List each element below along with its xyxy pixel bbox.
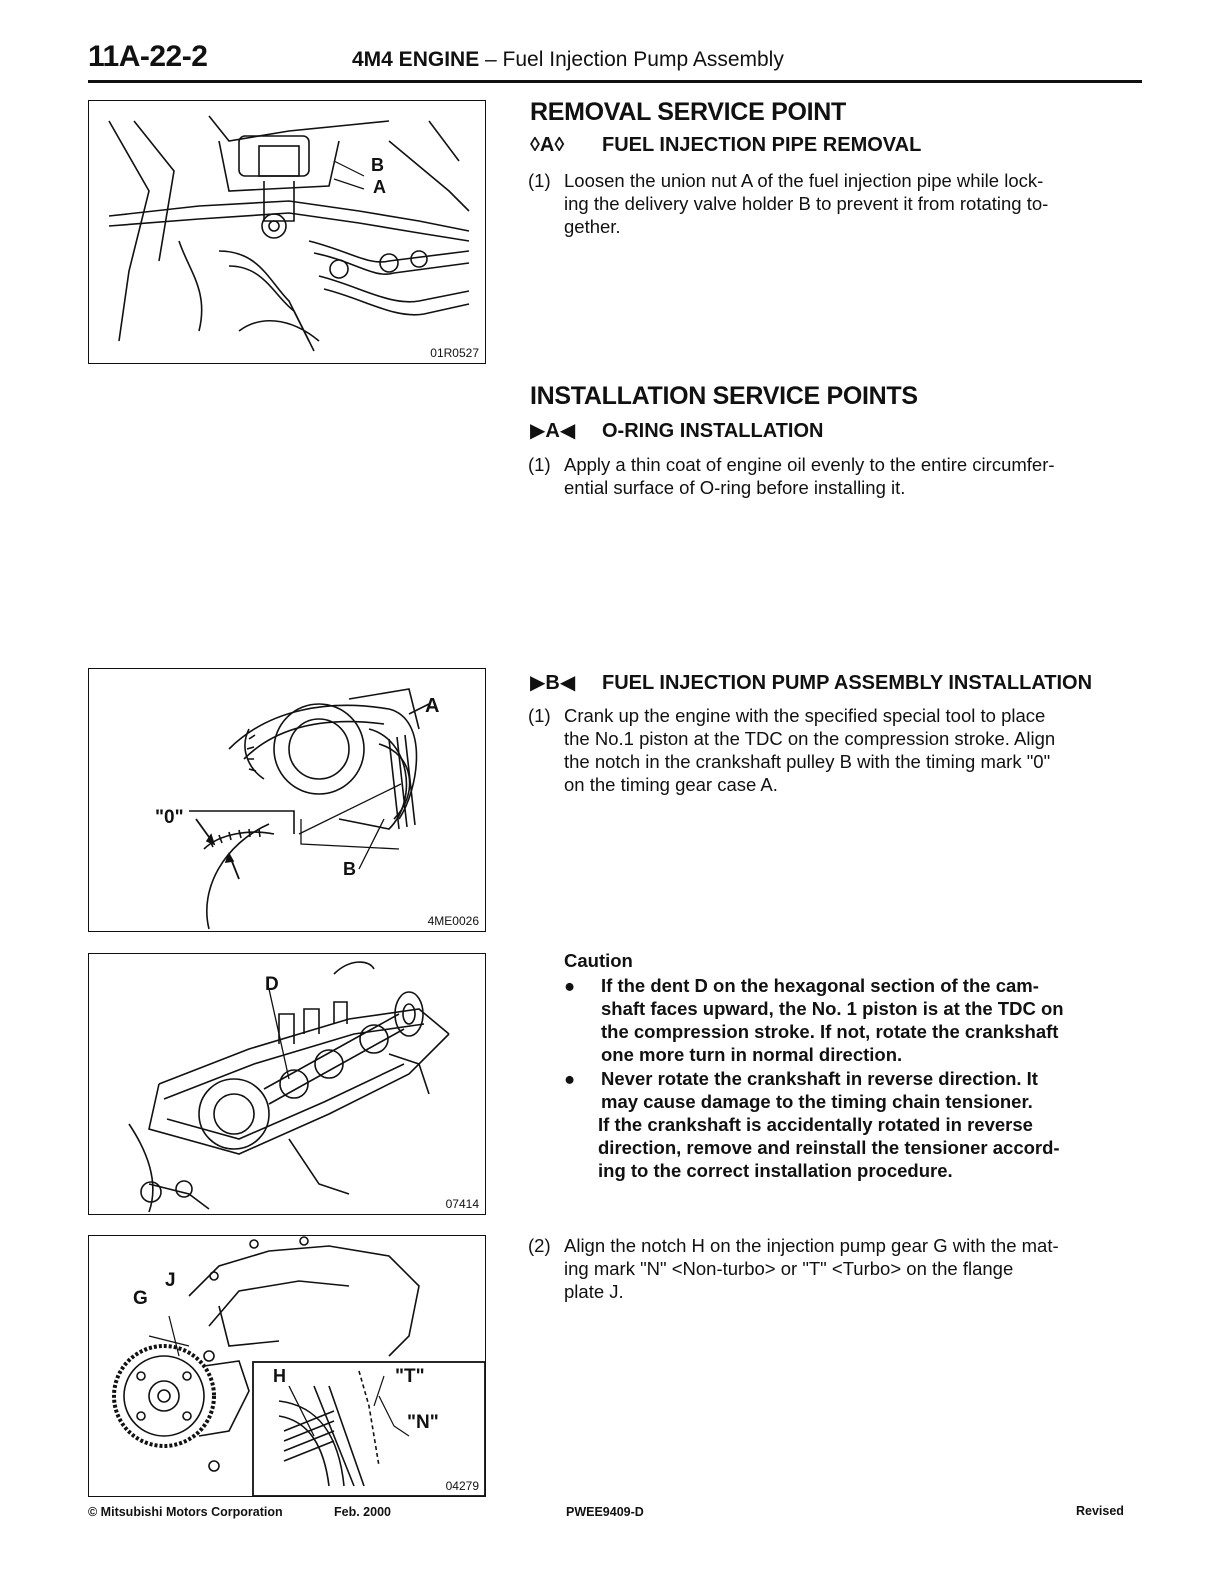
oring-symbol-icon: ▶A◀ <box>530 420 576 442</box>
caution-note-line: direction, remove and reinstall the tensioner accord- <box>598 1137 1060 1158</box>
caution-line: one more turn in normal direction. <box>601 1044 903 1065</box>
pump-subheading <box>530 670 1092 695</box>
caution-line: Never rotate the crankshaft in reverse direction. It <box>601 1068 1038 1089</box>
header-rule <box>88 80 1142 83</box>
fig1-label-a: A <box>373 177 386 197</box>
fig1-label-b: B <box>371 155 384 175</box>
fig2-label-a: A <box>425 695 440 717</box>
footer-date: Feb. 2000 <box>334 1505 391 1519</box>
fig4-label-g: G <box>133 1288 148 1309</box>
step-line: ential surface of O-ring before installing it. <box>564 477 906 498</box>
figure-fuel-injection-pipe <box>88 100 486 364</box>
step-number: (1) <box>528 705 551 726</box>
step-line: plate J. <box>564 1281 624 1302</box>
installation-heading: INSTALLATION SERVICE POINTS <box>530 382 918 410</box>
caution-line: may cause damage to the timing chain tensioner. <box>601 1091 1033 1112</box>
fig4-label-n: "N" <box>407 1412 439 1433</box>
oring-subheading <box>530 418 823 443</box>
pump-symbol-icon: ▶B◀ <box>530 672 576 694</box>
caution-line: the compression stroke. If not, rotate the crankshaft <box>601 1021 1059 1042</box>
fig4-label-h: H <box>273 1366 286 1386</box>
removal-subheading <box>530 134 921 157</box>
section-title-topic: – Fuel Injection Pump Assembly <box>479 48 784 71</box>
step-number: (1) <box>528 454 551 475</box>
figure-code: 4ME0026 <box>427 914 479 928</box>
step-line: Loosen the union nut A of the fuel injection pipe while lock- <box>564 170 1044 191</box>
pump-step-1 <box>528 704 1148 796</box>
figure-code: 04279 <box>445 1479 479 1493</box>
figure-timing-mark <box>88 668 486 932</box>
figure-code: 01R0527 <box>430 346 479 360</box>
caution-line: shaft faces upward, the No. 1 piston is at the TDC on <box>601 998 1064 1019</box>
fig2-label-b: B <box>343 859 356 879</box>
figure-camshaft-dent <box>88 953 486 1215</box>
step-line: Align the notch H on the injection pump gear G with the mat- <box>564 1235 1059 1256</box>
step-line: on the timing gear case A. <box>564 774 778 795</box>
step-line: ing the delivery valve holder B to prevent it from rotating to- <box>564 193 1049 214</box>
footer-copyright: © Mitsubishi Motors Corporation <box>88 1505 283 1519</box>
fuel-injection-pipe-illustration <box>89 101 485 363</box>
pump-subheading-text: FUEL INJECTION PUMP ASSEMBLY INSTALLATION <box>602 672 1093 694</box>
pump-step-2 <box>528 1234 1148 1303</box>
caution-note-line: If the crankshaft is accidentally rotated in reverse <box>598 1114 1033 1135</box>
removal-symbol-icon: ◊A◊ <box>530 134 565 156</box>
fig3-label-d: D <box>265 974 279 995</box>
caution-note-line: ing to the correct installation procedure. <box>598 1160 953 1181</box>
oring-subheading-text: O-RING INSTALLATION <box>602 420 824 442</box>
step-line: Crank up the engine with the specified special tool to place <box>564 705 1046 726</box>
step-line: gether. <box>564 216 621 237</box>
page-number: 11A-22-2 <box>88 40 208 73</box>
fig4-label-t: "T" <box>395 1366 425 1387</box>
fig4-label-j: J <box>165 1270 176 1291</box>
step-line: the No.1 piston at the TDC on the compression stroke. Align <box>564 728 1056 749</box>
caution-note <box>598 1113 1148 1182</box>
caution-item-1 <box>564 974 1144 1066</box>
step-number: (1) <box>528 170 551 191</box>
figure-pump-gear-alignment <box>88 1235 486 1497</box>
figure-code: 07414 <box>445 1197 479 1211</box>
step-number: (2) <box>528 1235 551 1256</box>
camshaft-dent-illustration <box>89 954 485 1214</box>
step-line: ing mark "N" <Non-turbo> or "T" <Turbo> on the flange <box>564 1258 1014 1279</box>
pump-gear-alignment-illustration <box>89 1236 485 1496</box>
fig2-label-zero-mark: "0" <box>155 807 184 828</box>
removal-subheading-text: FUEL INJECTION PIPE REMOVAL <box>602 134 922 156</box>
bullet-icon: ● <box>564 1068 576 1089</box>
caution-line: If the dent D on the hexagonal section of the cam- <box>601 975 1039 996</box>
caution-heading: Caution <box>564 950 633 971</box>
step-line: Apply a thin coat of engine oil evenly to the entire circumfer- <box>564 454 1055 475</box>
caution-item-2 <box>564 1067 1144 1113</box>
removal-step-1 <box>528 169 1148 238</box>
footer-status: Revised <box>1076 1504 1124 1518</box>
oring-step-1 <box>528 453 1148 499</box>
removal-heading: REMOVAL SERVICE POINT <box>530 98 846 126</box>
section-title-engine: 4M4 ENGINE <box>352 48 480 71</box>
bullet-icon: ● <box>564 975 576 996</box>
step-line: the notch in the crankshaft pulley B with the timing mark "0" <box>564 751 1051 772</box>
footer-doc-code: PWEE9409-D <box>566 1505 644 1519</box>
section-title <box>352 48 784 72</box>
